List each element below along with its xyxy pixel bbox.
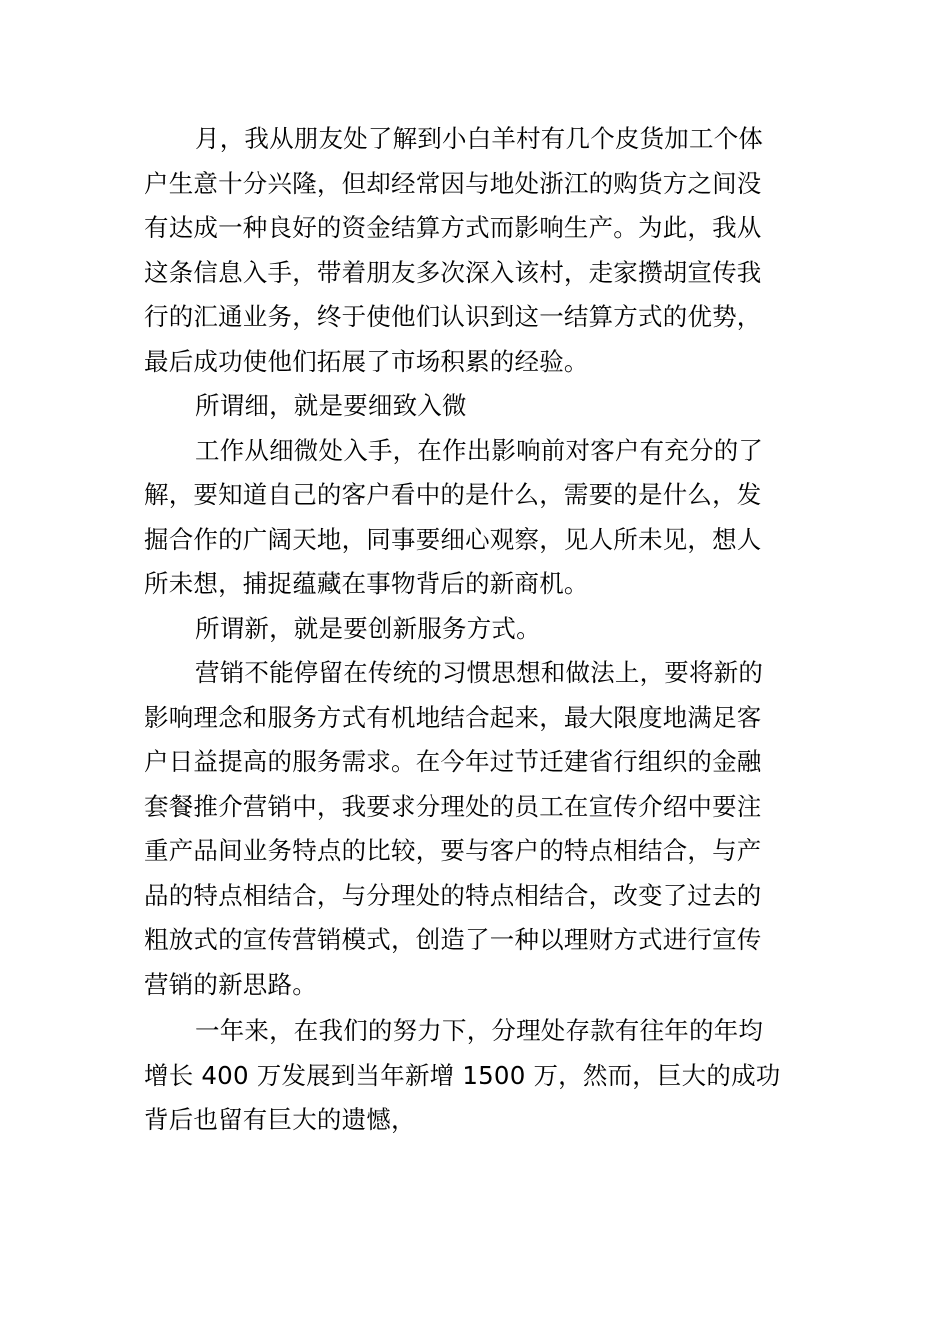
section-heading-line: 所谓新，就是要创新服务方式。 — [195, 614, 541, 643]
text-line: 增长 400 万发展到当年新增 1500 万，然而，巨大的成功 — [144, 1061, 781, 1090]
text-line: 这条信息入手，带着朋友多次深入该村，走家攒胡宣传我 — [144, 258, 762, 287]
text-line: 营销的新思路。 — [144, 970, 317, 999]
text-line: 营销不能停留在传统的习惯思想和做法上，要将新的 — [195, 658, 764, 687]
text-line: 最后成功使他们拓展了市场积累的经验。 — [144, 347, 589, 376]
text-line: 粗放式的宣传营销模式，创造了一种以理财方式进行宣传 — [144, 925, 762, 954]
text-line: 户日益提高的服务需求。在今年过节迁建省行组织的金融 — [144, 747, 762, 776]
text-line: 掘合作的广阔天地，同事要细心观察，见人所未见，想人 — [144, 525, 762, 554]
text-line: 重产品间业务特点的比较，要与客户的特点相结合，与产 — [144, 836, 762, 865]
text-line: 工作从细微处入手，在作出影响前对客户有充分的了 — [195, 436, 764, 465]
text-line: 一年来，在我们的努力下，分理处存款有往年的年均 — [195, 1016, 764, 1045]
text-line: 行的汇通业务，终于使他们认识到这一结算方式的优势， — [144, 302, 762, 331]
text-line: 有达成一种良好的资金结算方式而影响生产。为此，我从 — [144, 213, 762, 242]
text-line: 套餐推介营销中，我要求分理处的员工在宣传介绍中要注 — [144, 792, 762, 821]
section-heading-line: 所谓细，就是要细致入微 — [195, 391, 467, 420]
text-line: 品的特点相结合，与分理处的特点相结合，改变了过去的 — [144, 881, 762, 910]
text-line: 所未想，捕捉蕴藏在事物背后的新商机。 — [144, 569, 589, 598]
text-line: 背后也留有巨大的遗憾， — [144, 1105, 416, 1134]
text-line: 影响理念和服务方式有机地结合起来，最大限度地满足客 — [144, 703, 762, 732]
text-line: 解，要知道自己的客户看中的是什么，需要的是什么，发 — [144, 480, 762, 509]
text-line: 户生意十分兴隆，但却经常因与地处浙江的购货方之间没 — [144, 169, 762, 198]
text-line: 月，我从朋友处了解到小白羊村有几个皮货加工个体 — [195, 124, 764, 153]
